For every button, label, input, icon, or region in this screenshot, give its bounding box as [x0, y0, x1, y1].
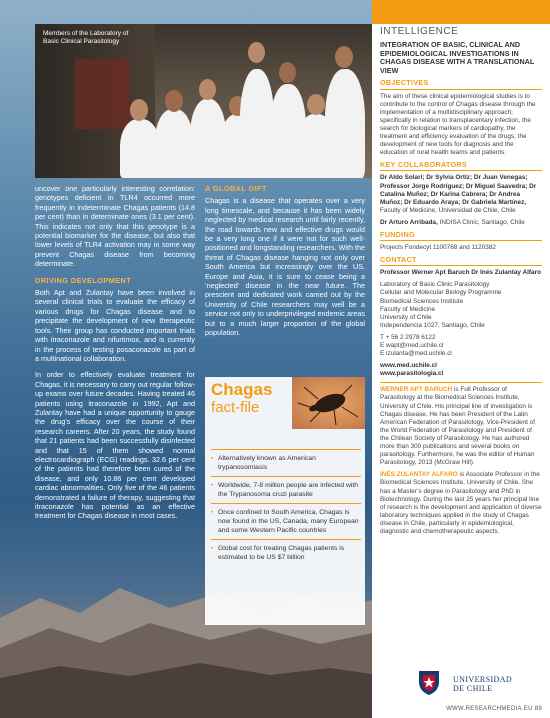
- contact-address-6: Independencia 1027, Santiago, Chile: [380, 321, 485, 329]
- middle-paragraph-1: Chagas is a disease that operates over a very long timescale, and because it has been widely neglected by medical research until fairly recently, the road towards new and effective drugs would be a very long one if it were not for such well-positioned and longstanding researchers. With the threat of Chagas disease hanging not only over South America but increasingly over the US, Europe and Asia, it is sure to cease being a ‘neglected’ disease in the near future. The prescient and dedicated work carried out by the University of Chile researchers may well be a service not only to underprivileged endemic areas but to a much larger proportion of the global population.: [205, 196, 365, 338]
- left-paragraph-3: In order to effectively evaluate treatment for Chagas, it is necessary to carry out regular follow-up exams over future decades. Having treated 46 patients using itraconazole in 1992, Apt and Zulantay have had a unique opportunity to gauge the drug’s efficacy over the course of their research careers. After 20 years, the study found that 21 patients had been successfully disinfected and that 15 of them showed normal electrocardiograph (ECG) readings. 32.6 per cent of the patients had therefore been cured of the disease, and only 10.86 per cent developed cardiac abnormalities. Only five of the 46 patients demonstrated a failure of therapy, suggesting that itraconazole has potential as an effective treatment for Chagas disease in most cases.: [35, 370, 195, 521]
- sidebar-top-bar: [372, 0, 550, 24]
- collaborators-names: Dr Aldo Solari; Dr Sylvia Ortiz; Dr Juan Venegas; Professor Jorge Rodríguez; Dr Miguel Saavedra; Dr Catalina Muñoz; Dr Karina Cabrera; Dr Andrea Muñoz; Dr Eduardo Araya; Dr Gabriela Martínez,: [380, 174, 537, 206]
- universidad-de-chile-logo: [415, 668, 530, 696]
- factfile-item: • Worldwide, 7-8 million people are infected with the Trypanosoma cruzi parasite: [211, 476, 361, 503]
- bio-zulantay-text: is Associate Professor in the Biomedical Sciences Institute, University of Chile. She has a Master’s degree in Parasitology and PhD in Biotechnology. During the last 25 years her principal line of research is the development and application of diverse laboratory techniques applied in the study of Chagas disease in Chile, particularly in epidemiological, diagnostic and chemotherapeutic aspects.: [380, 471, 542, 535]
- funding-text: Projects Fondecyt 1100768 and 1120382: [380, 244, 496, 252]
- contact-address-1: Laboratory of Basic Clinic Parasitology: [380, 281, 490, 289]
- contact-phone: T + 56 2 2978 6122: [380, 333, 436, 341]
- contact-address-3: Biomedical Sciences Institute: [380, 297, 464, 305]
- university-name-line-2: DE CHILE: [453, 683, 493, 693]
- sidebar-heading: INTEGRATION OF BASIC, CLINICAL AND EPIDEMIOLOGICAL INVESTIGATIONS IN CHAGAS DISEASE WITH A TRANSLATIONAL VIEW: [380, 40, 535, 75]
- contact-label: CONTACT: [380, 256, 542, 266]
- contact-address-5: University of Chile: [380, 313, 432, 321]
- funding-label: FUNDING: [380, 231, 542, 241]
- collaborators-label: KEY COLLABORATORS: [380, 161, 542, 171]
- heading-global-gift: A GLOBAL GIFT: [205, 184, 267, 193]
- intelligence-sidebar: [372, 0, 550, 718]
- factfile-item: • Once confined to South America, Chagas is now found in the US, Canada, many European and some Western Pacific countries: [211, 503, 361, 539]
- sidebar-content: [380, 28, 542, 540]
- sidebar-divider: [380, 382, 542, 383]
- collaborator-arribada: Dr Arturo Arribada,: [380, 218, 438, 226]
- photo-caption: Members of the Laboratory of Basic Clinical Parasitology: [43, 30, 129, 45]
- sidebar-title: INTELLIGENCE: [380, 26, 459, 37]
- contact-email-2[interactable]: E izulanta@med.uchile.cl: [380, 350, 452, 358]
- factfile-list: [211, 449, 361, 566]
- contact-address-4: Faculty of Medicine: [380, 305, 436, 313]
- page-footer: WWW.RESEARCHMEDIA.EU 89: [446, 706, 542, 712]
- university-name-line-1: UNIVERSIDAD: [453, 675, 513, 684]
- team-photo: [35, 24, 372, 178]
- left-column: [35, 184, 195, 528]
- middle-column: [205, 184, 365, 345]
- bio-apt-text: is Full Professor of Parasitology at the Biomedical Sciences Institute, University of Chile. His principal line of investigation is Chagas disease. He has been President of the Latin American Federation of Parasitology, Vice-President of the World Federation of Parasitology and President of the Chilean Society of Parasitology. He has authored more than 300 publications and several books on parasitology. Furthermore, he was the editor of Human Parasitology, 2013 (McGraw Hill).: [380, 386, 535, 467]
- chagas-factfile-box: [205, 377, 365, 625]
- bio-zulantay-name: INÉS ZULANTAY ALFARO: [380, 471, 458, 479]
- kissing-bug-image: [292, 377, 365, 429]
- collaborator-arribada-affiliation: INDISA Clinic, Santiago, Chile: [439, 218, 525, 226]
- heading-driving-development: DRIVING DEVELOPMENT: [35, 275, 132, 285]
- factfile-item: • Global cost for treating Chagas patients is estimated to be US $7 billion: [211, 539, 361, 566]
- collaborators-affiliation: Faculty of Medicine, Universidad de Chile, Chile: [380, 206, 516, 214]
- bio-apt-name: WERNER APT BARUCH: [380, 386, 453, 394]
- university-crest-icon: [415, 668, 443, 696]
- contact-address-2: Cellular and Molecular Biology Programme: [380, 289, 502, 297]
- contact-names: Professor Werner Apt Baruch Dr Inés Zulantay Alfaro: [380, 269, 541, 277]
- contact-email-1[interactable]: E wapt@med.uchile.cl: [380, 342, 444, 349]
- left-paragraph-1: uncover one particularly interesting correlation: genotypes deficient in TLR4 occurred more frequently in indeterminate Chagas patients (14.8 per cent) than in determinate ones (3.1 per cent). This indicates not only that this genotype is a potential biomarker for the disease, but also that lower levels of TLR4 activation may in some way prevent Chagas disease from becoming determinate.: [35, 184, 195, 269]
- objectives-label: OBJECTIVES: [380, 79, 542, 89]
- objectives-text: The aim of these clinical epidemiological studies is to contribute to the control of Chagas disease through the implementation of a multidisciplinary approach; specifically in relation to transplacentary infection, the search for biological markers of cardiopathy, the treatment and efficiency evaluation of the drugs, the development of new tools for diagnosis and the education of rural health teams and patients.: [380, 92, 536, 157]
- web-link-2[interactable]: www.parasitologia.cl: [380, 370, 444, 378]
- web-link-1[interactable]: www.med.uchile.cl: [380, 362, 437, 370]
- factfile-item: • Alternatively known as American trypanosomiasis: [211, 449, 361, 476]
- university-name: [453, 676, 512, 693]
- factfile-title: Chagas: [211, 380, 273, 399]
- left-paragraph-2: Both Apt and Zulantay have been involved in several clinical trials to evaluate the efficacy of various drugs for Chagas disease and to precipitate the development of new therapeutic tools. Their group has conducted important trials with itraconazole and nifurtimox, and is currently in the process of testing posaconazole as part of a multinational collaboration.: [35, 288, 195, 363]
- factfile-subtitle: fact-file: [211, 399, 260, 416]
